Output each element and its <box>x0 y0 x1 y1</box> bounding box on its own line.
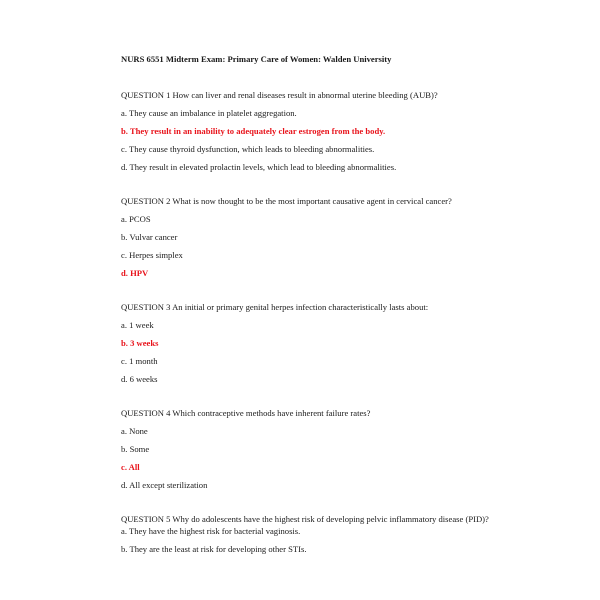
question-text: QUESTION 2 What is now thought to be the most important causative agent in cervical cancer? <box>121 196 452 206</box>
answer-option-correct: d. HPV <box>121 268 149 278</box>
answer-option: c. Herpes simplex <box>121 250 183 260</box>
answer-option: d. 6 weeks <box>121 374 158 384</box>
exam-document <box>121 53 491 555</box>
answer-option: c. 1 month <box>121 356 158 366</box>
question-5 <box>121 513 491 555</box>
document-title: NURS 6551 Midterm Exam: Primary Care of Women: Walden University <box>121 54 392 64</box>
answer-option-correct: b. 3 weeks <box>121 338 159 348</box>
question-4 <box>121 407 491 491</box>
answer-option-correct: c. All <box>121 462 140 472</box>
answer-option: d. They result in elevated prolactin levels, which lead to bleeding abnormalities. <box>121 162 397 172</box>
answer-option: b. Vulvar cancer <box>121 232 178 242</box>
question-2 <box>121 195 491 279</box>
question-text: QUESTION 5 Why do adolescents have the highest risk of developing pelvic inflammatory disease (PID)? a. They have the highest risk for bacterial vaginosis. <box>121 514 489 536</box>
answer-option: a. They cause an imbalance in platelet aggregation. <box>121 108 297 118</box>
question-text: QUESTION 4 Which contraceptive methods have inherent failure rates? <box>121 408 371 418</box>
answer-option: a. None <box>121 426 148 436</box>
answer-option-correct: b. They result in an inability to adequately clear estrogen from the body. <box>121 126 386 136</box>
answer-option: d. All except sterilization <box>121 480 208 490</box>
question-1 <box>121 89 491 173</box>
answer-option: a. PCOS <box>121 214 151 224</box>
answer-option: c. They cause thyroid dysfunction, which leads to bleeding abnormalities. <box>121 144 375 154</box>
answer-option: a. 1 week <box>121 320 154 330</box>
question-text: QUESTION 1 How can liver and renal diseases result in abnormal uterine bleeding (AUB)? <box>121 90 438 100</box>
question-text: QUESTION 3 An initial or primary genital herpes infection characteristically lasts about: <box>121 302 429 312</box>
question-3 <box>121 301 491 385</box>
answer-option: b. Some <box>121 444 150 454</box>
answer-option: b. They are the least at risk for developing other STIs. <box>121 544 307 554</box>
